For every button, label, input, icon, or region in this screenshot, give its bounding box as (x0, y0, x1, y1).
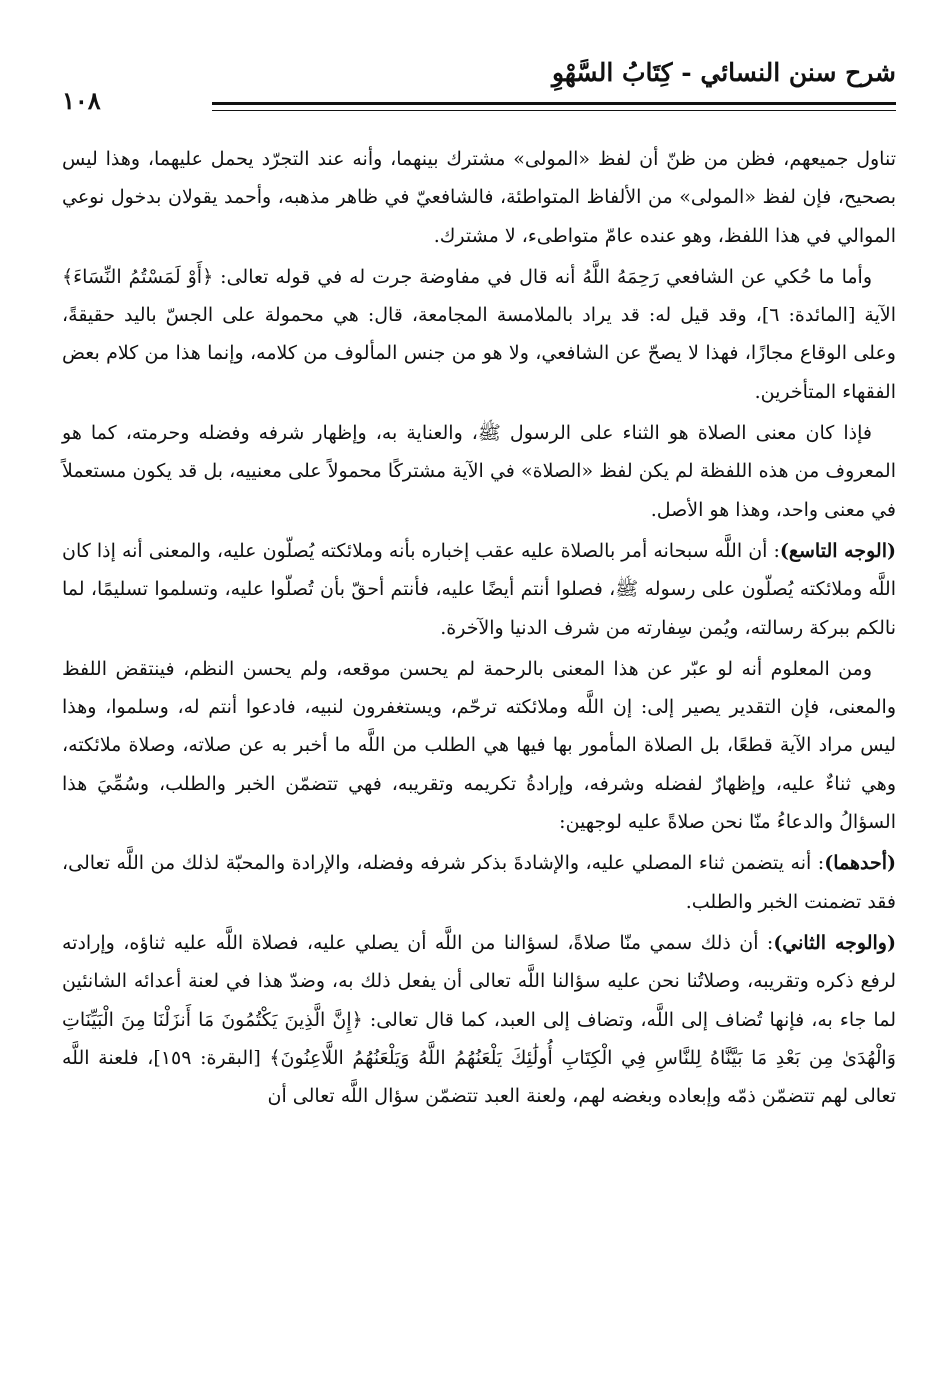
page-header (62, 52, 896, 115)
header-rule (212, 102, 896, 111)
paragraph (62, 924, 896, 1115)
page-number: ١٠٨ (62, 86, 101, 115)
paragraph-text: تناول جميعهم، فظن من ظنّ أن لفظ «المولى» مشترك بينهما، وأنه عند التجرّد يحمل عليهما، وهذا ليس بصحيح، فإن لفظ «المولى» من الألفاظ المتواطئة، فالشافعيّ في ظاهر مذهبه، وأحمد يقولان بدخول نوعي الموالي في هذا اللفظ، وهو عنده عامّ متواطىء، لا مشترك. (62, 148, 896, 247)
running-title: شرح سنن النسائي - كِتَابُ السَّهْوِ (551, 58, 896, 87)
paragraph (62, 140, 896, 255)
paragraph-text: ومن المعلوم أنه لو عبّر عن هذا المعنى بالرحمة لم يحسن موقعه، ولم يحسن النظم، فينتقض اللفظ والمعنى، فإن التقدير يصير إلى: إن اللَّه وملائكته ترحّم، ويستغفرون لنبيه، فادعوا أنتم له، وسلموا، وهذا ليس مراد الآية قطعًا، بل الصلاة المأمور بها فيها هي الطلب من اللَّه ما أخبر به عن صلاته، وصلاة ملائكته، وهي ثناءٌ عليه، وإظهارٌ لفضله وشرفه، وإرادةُ تكريمه وتقريبه، فهي تتضمّن الخبر والطلب، وسُمِّيَ هذا السؤالُ والدعاءُ منّا نحن صلاةً عليه لوجهين: (62, 657, 896, 834)
paragraph-lead: (أحدهما) (824, 852, 896, 875)
paragraph-text: : أن اللَّه سبحانه أمر بالصلاة عليه عقب إخباره بأنه وملائكته يُصلّون عليه، والمعنى أنه إذا كان اللَّه وملائكته يُصلّون على رسوله ﷺ، فصلوا أنتم أيضًا عليه، فأنتم أحقّ بأن تُصلّوا عليه، وتسلموا تسليمًا، لما نالكم ببركة رسالته، ويُمن سِفارته من شرف الدنيا والآخرة. (62, 539, 896, 639)
page-body (62, 140, 896, 1118)
paragraph (62, 844, 896, 921)
paragraph-lead: (الوجه التاسع) (779, 539, 896, 562)
paragraph-text: وأما ما حُكي عن الشافعي رَحِمَهُ اللَّهُ أنه قال في مفاوضة جرت له في قوله تعالى: ﴿أَوْ لَمَسْتُمُ النِّسَاءَ﴾ الآية [المائدة: ٦]، وقد قيل له: قد يراد بالملامسة المجامعة، قال: هي محمولة على الجسّ باليد حقيقةً، وعلى الوقاع مجازًا، فهذا لا يصحّ عن الشافعي، ولا هو من جنس المألوف من كلامه، وإنما هذا من كلام بعض الفقهاء المتأخرين. (62, 265, 896, 403)
paragraph-lead: (والوجه الثاني) (773, 931, 896, 954)
paragraph (62, 414, 896, 529)
paragraph (62, 532, 896, 647)
paragraph-text: : أن ذلك سمي منّا صلاةً، لسؤالنا من اللَّه أن يصلي عليه، فصلاة اللَّه عليه ثناؤه، وإرادته لرفع ذكره وتقريبه، وصلاتُنا نحن عليه سؤالنا اللَّه تعالى أن يفعل ذلك به، وضدّ هذا في لعنة أعدائه الشانئين لما جاء به، فإنها تُضاف إلى اللَّه، وتضاف إلى العبد، كما قال تعالى: ﴿إِنَّ الَّذِينَ يَكْتُمُونَ مَا أَنزَلْنَا مِنَ الْبَيِّنَاتِ وَالْهُدَىٰ مِن بَعْدِ مَا بَيَّنَّاهُ لِلنَّاسِ فِي الْكِتَابِ أُولَٰئِكَ يَلْعَنُهُمُ اللَّهُ وَيَلْعَنُهُمُ اللَّاعِنُونَ﴾ [البقرة: ١٥٩]، فلعنة اللَّه تعالى لهم تتضمّن ذمّه وإبعاده وبغضه لهم، ولعنة العبد تتضمّن سؤال اللَّه تعالى أن (62, 931, 896, 1108)
paragraph-text: : أنه يتضمن ثناء المصلي عليه، والإشادةَ بذكر شرفه وفضله، والإرادة والمحبّة لذلك من اللَّه تعالى، فقد تضمنت الخبر والطلب. (62, 852, 896, 913)
paragraph (62, 258, 896, 411)
paragraph-text: فإذا كان معنى الصلاة هو الثناء على الرسول ﷺ، والعناية به، وإظهار شرفه وفضله وحرمته، كما هو المعروف من هذه اللفظة لم يكن لفظ «الصلاة» في الآية مشتركًا محمولاً على معنييه، بل قد يكون مستعملاً في معنى واحد، وهذا هو الأصل. (62, 422, 896, 521)
paragraph (62, 650, 896, 841)
